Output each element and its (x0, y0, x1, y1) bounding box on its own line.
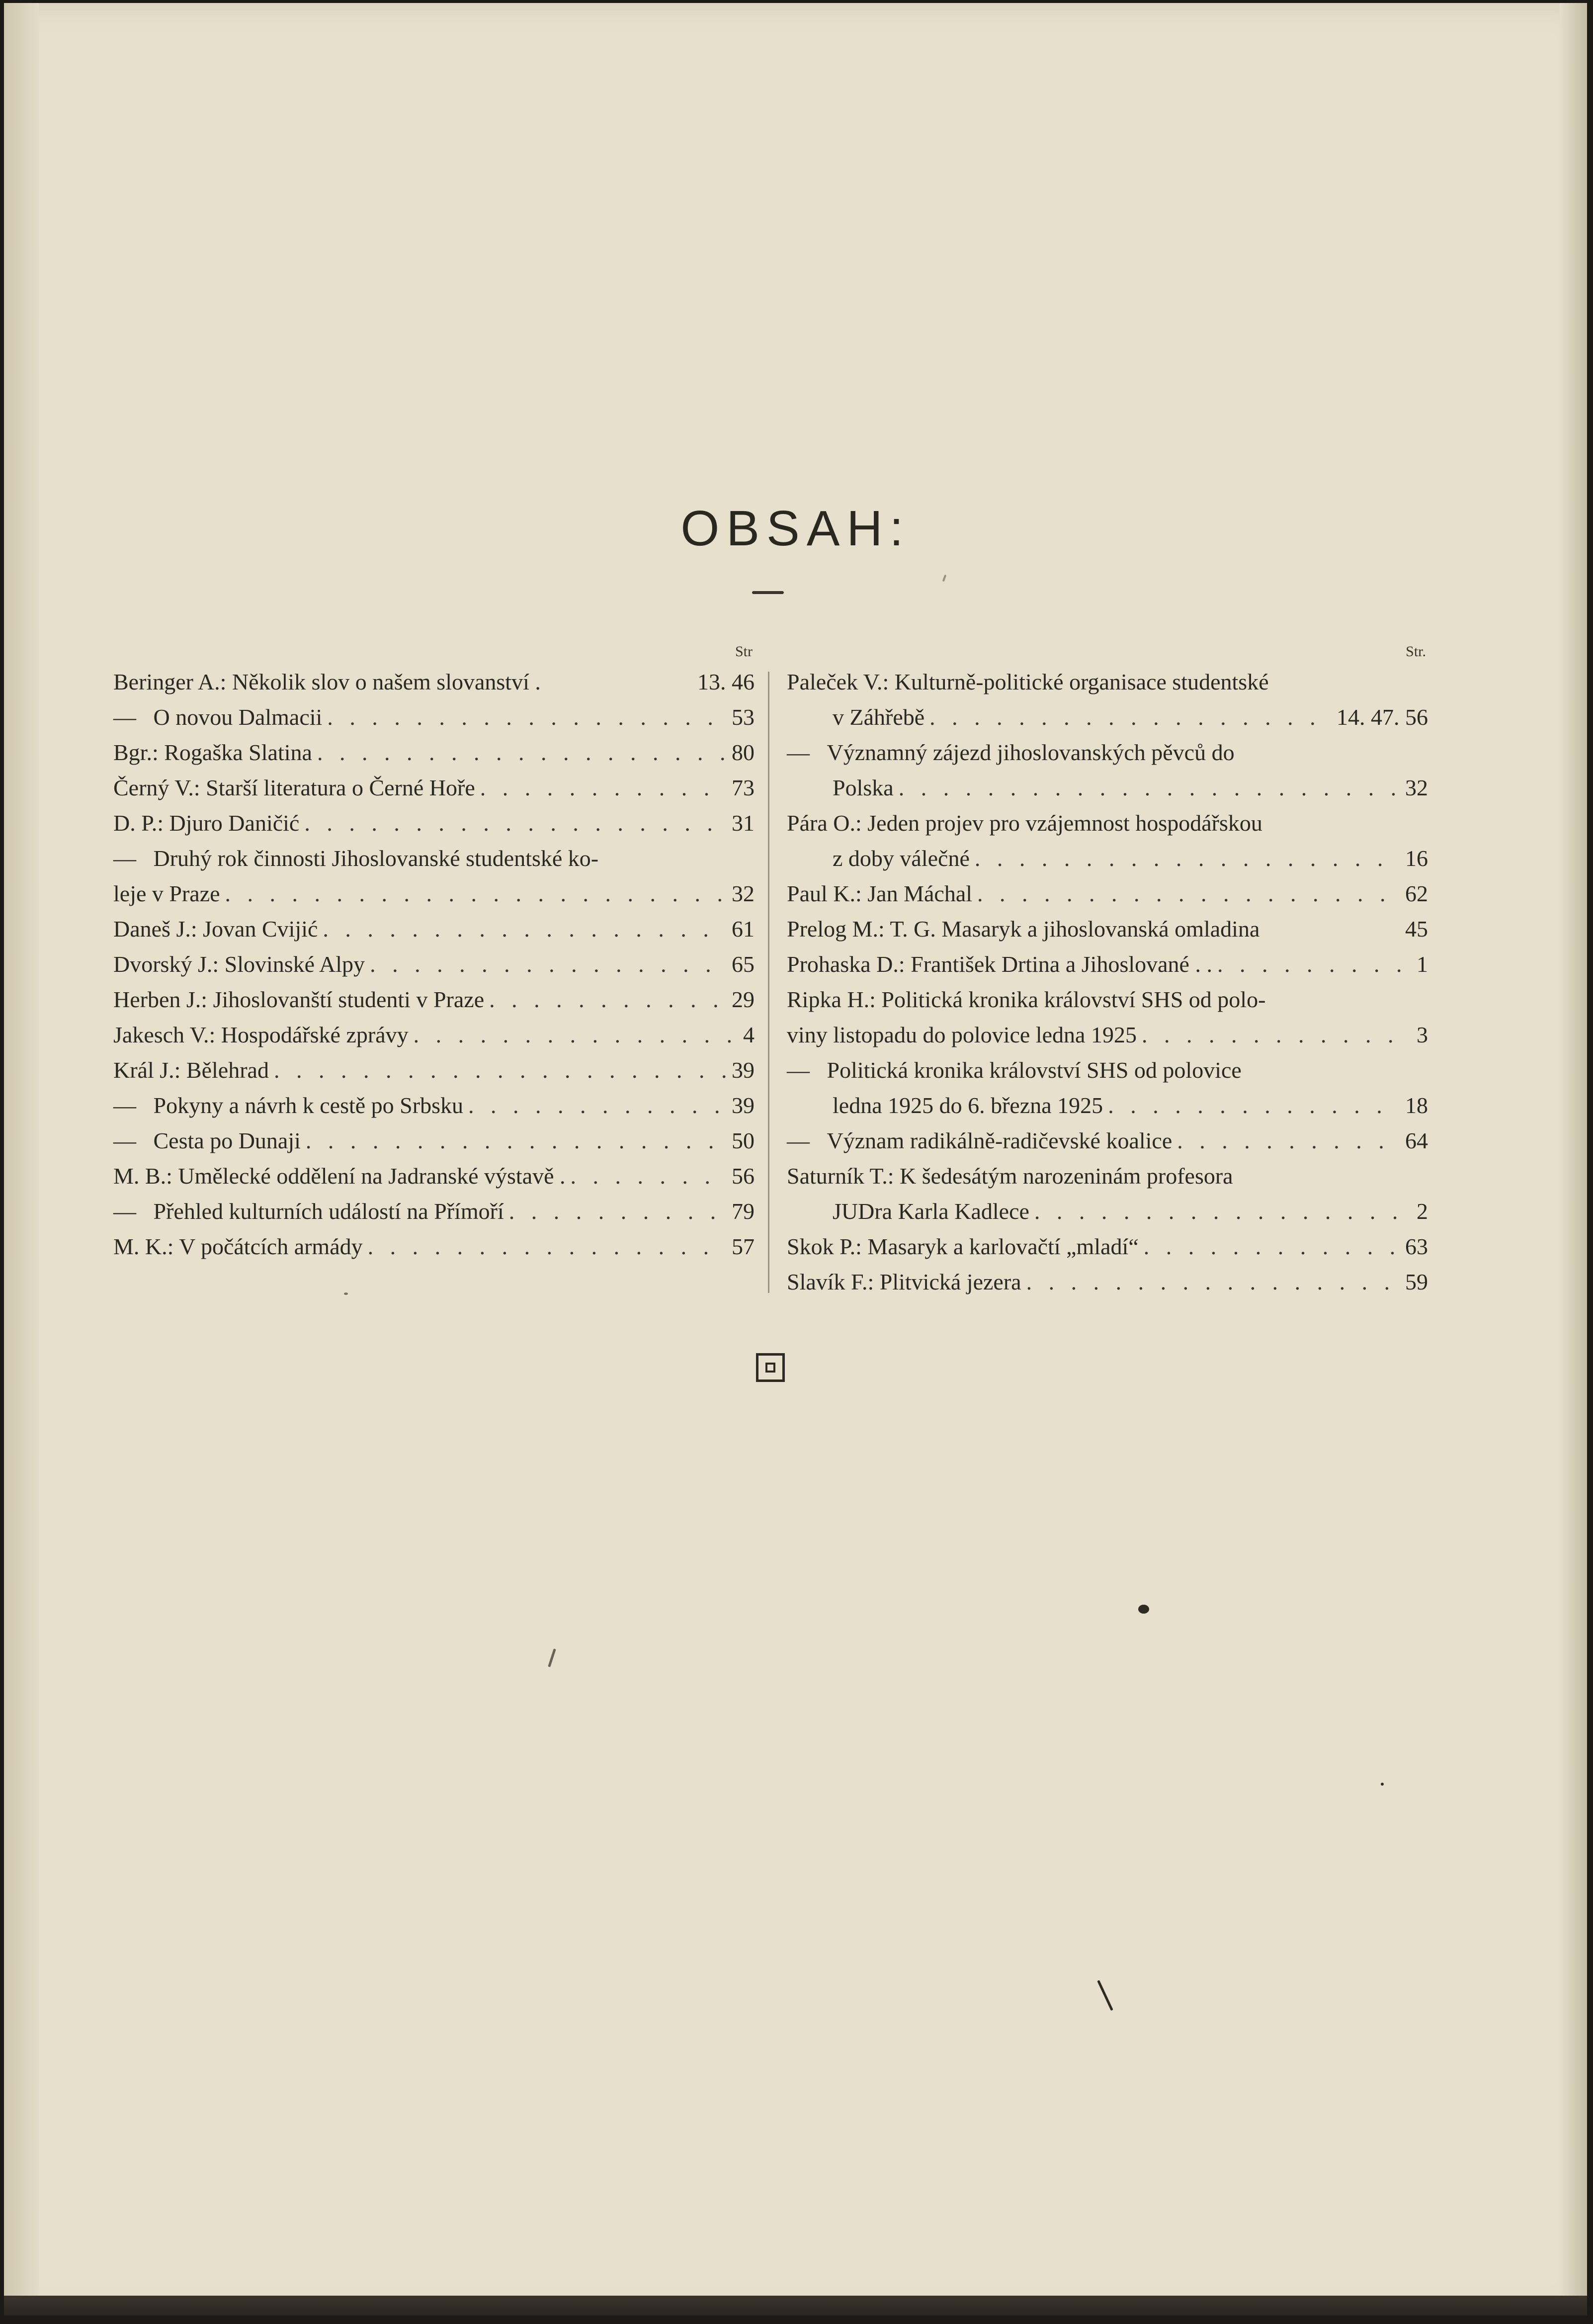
toc-entry (787, 1052, 1428, 1123)
toc-author: Saturník T.: (787, 1163, 894, 1189)
toc-title-line2: leje v Praze (113, 881, 220, 906)
toc-page: 32 (1405, 775, 1428, 800)
toc-author: — (113, 1093, 136, 1118)
toc-author: Ripka H.: (787, 987, 876, 1012)
title-ornament (752, 591, 784, 594)
toc-page: 57 (732, 1234, 755, 1259)
leader-dots (894, 770, 1400, 805)
toc-author: Bgr.: (113, 740, 159, 765)
toc-entry (787, 1158, 1428, 1229)
toc-title-line1: Kulturně-politické organisace studentské (894, 669, 1269, 694)
toc-author: Dvorský J.: (113, 951, 219, 977)
toc-author: Prelog M.: (787, 916, 885, 942)
toc-title: Umělecké oddělení na Jadranské výstavě . (178, 1163, 566, 1189)
page-right-edge (1560, 3, 1587, 2316)
toc-page: 1 (1417, 951, 1428, 977)
toc-author: Paleček V.: (787, 669, 889, 694)
toc-author: D. P.: (113, 810, 164, 836)
toc-page: 14. 47. 56 (1337, 704, 1428, 730)
toc-author: Paul K.: (787, 881, 862, 906)
toc-page: 18 (1405, 1093, 1428, 1118)
leader-dots (475, 770, 727, 805)
toc-page: 53 (732, 704, 755, 730)
leader-dots (463, 1088, 727, 1123)
leader-dots (1139, 1229, 1400, 1264)
toc-title: Masaryk a karlovačtí „mladí“ (867, 1234, 1139, 1259)
toc-entry (787, 1264, 1428, 1299)
toc-author: — (787, 1128, 810, 1153)
leader-dots (322, 699, 727, 735)
toc-entry (787, 911, 1428, 947)
toc-page: 45 (1405, 916, 1428, 942)
toc-author: Beringer A.: (113, 669, 227, 694)
toc-entry (113, 699, 755, 735)
toc-author: — (113, 1128, 136, 1153)
toc-page: 62 (1405, 881, 1428, 906)
leader-dots (1029, 1194, 1412, 1229)
toc-page: 65 (732, 951, 755, 977)
toc-title: O novou Dalmacii (153, 704, 323, 730)
page-title: OBSAH: (680, 501, 911, 556)
ornament-inner-square (765, 1363, 775, 1373)
leader-dots (970, 841, 1400, 876)
toc-author: Prohaska D.: (787, 951, 905, 977)
toc-entry (787, 947, 1428, 982)
toc-page: 16 (1405, 846, 1428, 871)
toc-title-line2: ledna 1925 do 6. března 1925 (833, 1093, 1103, 1118)
toc-page: 50 (732, 1128, 755, 1153)
toc-title-line2: JUDra Karla Kadlece (833, 1199, 1029, 1224)
toc-page: 2 (1417, 1199, 1428, 1224)
toc-title: Hospodářské zprávy (221, 1022, 409, 1047)
leader-dots (566, 1158, 727, 1194)
toc-entry (113, 770, 755, 805)
leader-dots (365, 947, 727, 982)
toc-entry (113, 664, 755, 699)
leader-dots (220, 876, 727, 911)
leader-dots (1172, 1123, 1400, 1158)
toc-author: Jakesch V.: (113, 1022, 216, 1047)
toc-title: Jan Máchal (867, 881, 973, 906)
leader-dots (1212, 947, 1412, 982)
toc-entry (113, 947, 755, 982)
toc-author: Daneš J.: (113, 916, 197, 942)
toc-entry (787, 664, 1428, 735)
toc-author: Skok P.: (787, 1234, 862, 1259)
toc-title-line1: Politická kronika království SHS od polo- (881, 987, 1266, 1012)
scan-speck (548, 1648, 556, 1667)
page-left-edge (4, 3, 39, 2316)
toc-entry (787, 1123, 1428, 1158)
scan-speck (1381, 1783, 1384, 1786)
toc-entry (787, 805, 1428, 876)
toc-title-line1: Politická kronika království SHS od polovice (827, 1057, 1242, 1083)
toc-page: 13. 46 (697, 669, 755, 694)
toc-entry (113, 982, 755, 1017)
toc-page: 32 (732, 881, 755, 906)
toc-title: Jovan Cvijić (203, 916, 318, 942)
toc-page: 56 (732, 1163, 755, 1189)
toc-title-line2: Polska (833, 775, 894, 800)
toc-page: 31 (732, 810, 755, 836)
toc-page: 29 (732, 987, 755, 1012)
toc-title: Cesta po Dunaji (153, 1128, 301, 1153)
toc-title: Několik slov o našem slovanství . (232, 669, 541, 694)
toc-author: — (787, 1057, 810, 1083)
toc-author: Herben J.: (113, 987, 208, 1012)
printer-ornament-icon (756, 1353, 785, 1382)
toc-entry (113, 805, 755, 841)
leader-dots (301, 1123, 727, 1158)
scanned-page (4, 3, 1587, 2316)
toc-entry (787, 876, 1428, 911)
toc-title: Plitvická jezera (879, 1269, 1021, 1294)
toc-author: — (113, 846, 136, 871)
page-bottom-edge (4, 2296, 1587, 2316)
toc-entry (113, 1123, 755, 1158)
toc-entry (113, 1017, 755, 1052)
toc-title: Význam radikálně-radičevské koalice (827, 1128, 1173, 1153)
toc-page: 39 (732, 1093, 755, 1118)
toc-page: 59 (1405, 1269, 1428, 1294)
scan-speck (1097, 1980, 1113, 2011)
leader-dots (312, 735, 727, 770)
toc-page: 64 (1405, 1128, 1428, 1153)
left-column (113, 639, 755, 1264)
toc-title: Starší literatura o Černé Hoře (206, 775, 475, 800)
toc-page: 61 (732, 916, 755, 942)
toc-entry (787, 982, 1428, 1052)
leader-dots (299, 805, 727, 841)
leader-dots (924, 699, 1332, 735)
scan-speck (344, 1292, 348, 1295)
toc-page: 73 (732, 775, 755, 800)
toc-author: — (113, 704, 136, 730)
toc-page: 80 (732, 740, 755, 765)
toc-title-line1: Jeden projev pro vzájemnost hospodářskou (867, 810, 1262, 836)
toc-entry (113, 735, 755, 770)
toc-entry (113, 1194, 755, 1229)
toc-title-line2: viny listopadu do polovice ledna 1925 (787, 1022, 1137, 1047)
page-column-header: Str. (1406, 643, 1426, 660)
toc-title: Djuro Daničić (169, 810, 300, 836)
toc-author: M. K.: (113, 1234, 174, 1259)
toc-entry (113, 1088, 755, 1123)
toc-title-line1: K šedesátým narozeninám profesora (900, 1163, 1233, 1189)
toc-author: Pára O.: (787, 810, 862, 836)
leader-dots (363, 1229, 727, 1264)
toc-title: Přehled kulturních událostí na Přímoří (153, 1199, 504, 1224)
toc-author: — (787, 740, 810, 765)
toc-title-line1: Významný zájezd jihoslovanských pěvců do (827, 740, 1235, 765)
toc-title: Rogaška Slatina (164, 740, 312, 765)
toc-page: 3 (1417, 1022, 1428, 1047)
toc-title: Pokyny a návrh k cestě po Srbsku (153, 1093, 463, 1118)
page-column-header: Str (735, 643, 753, 660)
toc-title: Slovinské Alpy (224, 951, 365, 977)
scan-speck (1138, 1605, 1149, 1614)
leader-dots (972, 876, 1400, 911)
leader-dots (1021, 1264, 1400, 1299)
leader-dots (269, 1052, 727, 1088)
toc-author: — (113, 1199, 136, 1224)
toc-author: Černý V.: (113, 775, 200, 800)
toc-title: T. G. Masaryk a jihoslovanská omladina (890, 916, 1260, 942)
toc-title: V počátcích armády (179, 1234, 363, 1259)
toc-page: 63 (1405, 1234, 1428, 1259)
toc-title: Jihoslovanští studenti v Praze (213, 987, 485, 1012)
leader-dots (409, 1017, 738, 1052)
leader-dots (1137, 1017, 1412, 1052)
toc-entry (113, 1158, 755, 1194)
toc-title: Bělehrad (186, 1057, 269, 1083)
toc-title: František Drtina a Jihoslované . . (911, 951, 1212, 977)
toc-title-line1: Druhý rok činnosti Jihoslovanské studentské ko- (153, 846, 599, 871)
toc-author: Slavík F.: (787, 1269, 874, 1294)
toc-entry (113, 1052, 755, 1088)
right-column (787, 639, 1428, 1299)
leader-dots (484, 982, 727, 1017)
scan-speck (942, 575, 947, 582)
toc-title-line2: v Záhřebě (833, 704, 925, 730)
toc-entry (787, 735, 1428, 805)
leader-dots (1103, 1088, 1400, 1123)
toc-author: Král J.: (113, 1057, 181, 1083)
toc-entry (787, 1229, 1428, 1264)
toc-entry (113, 1229, 755, 1264)
toc-page: 79 (732, 1199, 755, 1224)
leader-dots (318, 911, 727, 947)
toc-page: 4 (743, 1022, 755, 1047)
toc-entry (113, 911, 755, 947)
leader-dots (504, 1194, 727, 1229)
column-divider (768, 672, 769, 1293)
toc-author: M. B.: (113, 1163, 172, 1189)
toc-entry (113, 841, 755, 911)
toc-title-line2: z doby válečné (833, 846, 970, 871)
toc-page: 39 (732, 1057, 755, 1083)
